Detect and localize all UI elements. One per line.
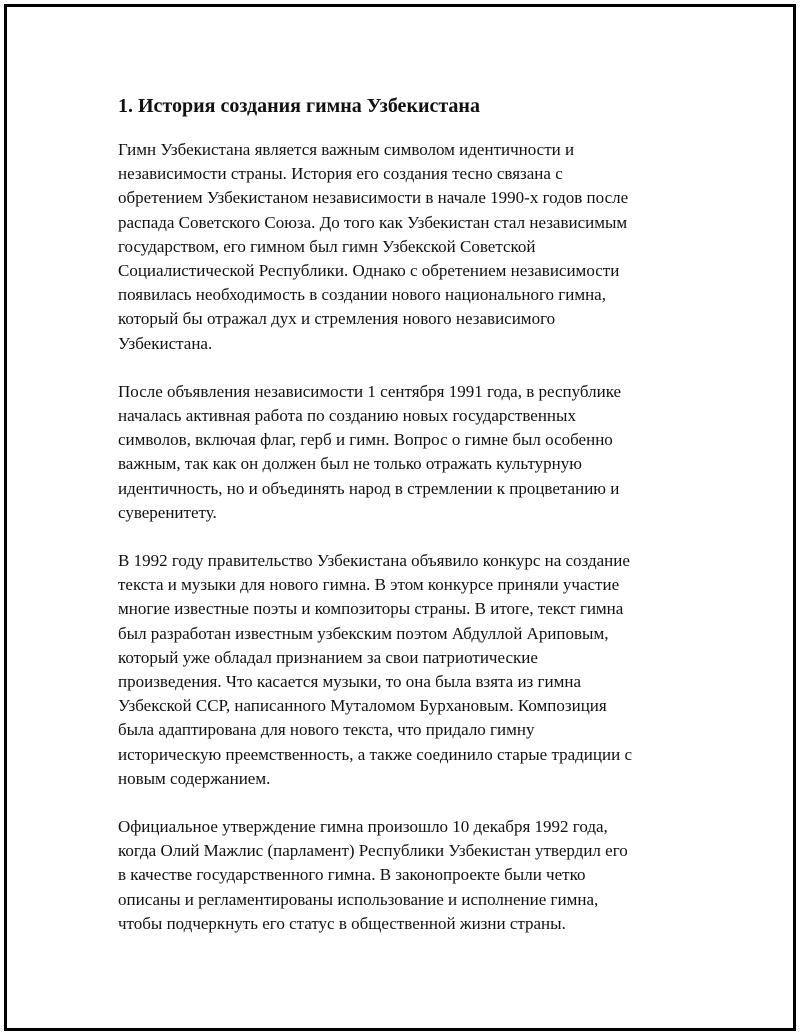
text-line: символов, включая флаг, герб и гимн. Вопрос о гимне был особенно [118,430,613,450]
text-line: В 1992 году правительство Узбекистана объявило конкурс на создание [118,551,630,571]
text-line: началась активная работа по созданию новых государственных [118,406,576,426]
text-line: важным, так как он должен был не только отражать культурную [118,454,582,474]
text-line: Социалистической Республики. Однако с обретением независимости [118,261,620,281]
text-line: Гимн Узбекистана является важным символом идентичности и [118,140,575,159]
text-line: государством, его гимном был гимн Узбекской Советской [118,236,536,256]
paragraph-3 [118,549,688,791]
text-line: Узбекистана. [118,333,213,353]
text-line: После объявления независимости 1 сентября 1991 года, в республике [118,381,622,401]
document-body [118,92,688,960]
paragraph-4 [118,815,688,936]
text-line: который бы отражал дух и стремления нового независимого [118,309,556,329]
text-line: чтобы подчеркнуть его статус в общественной жизни страны. [118,913,566,933]
text-line: историческую преемственность, а также соединило старые традиции с [118,744,632,764]
text-line: Официальное утверждение гимна произошло 10 декабря 1992 года, [118,817,608,837]
text-line: который уже обладал признанием за свои патриотические [118,647,538,667]
text-line: распада Советского Союза. До того как Узбекистан стал независимым [118,212,628,232]
text-line: описаны и регламентированы использование и исполнение гимна, [118,889,599,909]
text-line: обретением Узбекистаном независимости в начале 1990-х годов после [118,188,629,208]
text-line: когда Олий Мажлис (парламент) Республики Узбекистан утвердил его [118,841,628,861]
text-line: независимости страны. История его создания тесно связана с [118,164,563,184]
text-line: новым содержанием. [118,768,271,788]
text-line: был разработан известным узбекским поэтом Абдуллой Ариповым, [118,623,609,643]
text-line: в качестве государственного гимна. В законопроекте были четко [118,865,586,885]
text-line: текста и музыки для нового гимна. В этом конкурсе приняли участие [118,575,620,595]
text-line: произведения. Что касается музыки, то она была взята из гимна [118,672,581,692]
paragraph-2 [118,380,688,525]
text-line: многие известные поэты и композиторы страны. В итоге, текст гимна [118,599,624,619]
section-title: 1. История создания гимна Узбекистана [118,95,480,117]
text-line: идентичность, но и объединять народ в стремлении к процветанию и [118,478,620,498]
text-line: появилась необходимость в создании нового национального гимна, [118,285,606,305]
text-line: Узбекской ССР, написанного Муталомом Бурхановым. Композиция [118,696,607,716]
text-line: была адаптирована для нового текста, что придало гимну [118,720,535,740]
paragraph-1 [118,138,688,356]
text-line: суверенитету. [118,502,217,522]
